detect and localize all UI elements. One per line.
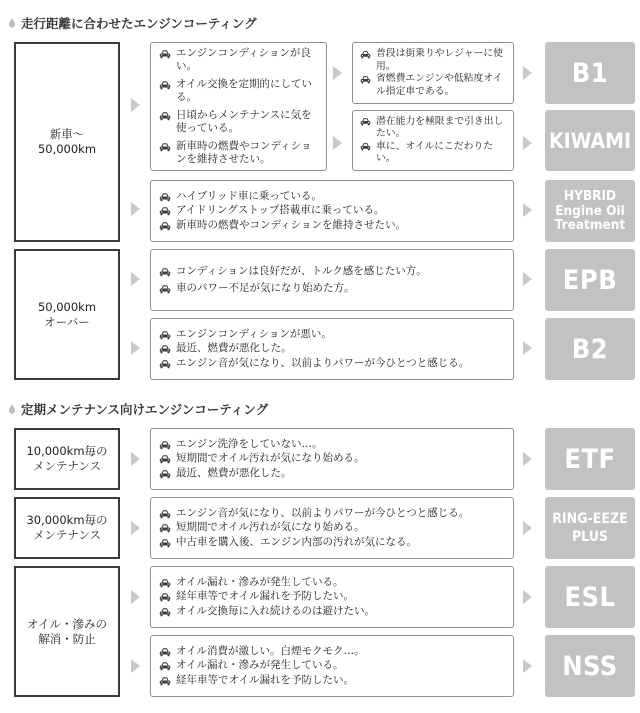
arrow-right-icon: [131, 452, 140, 466]
category-label: 50,000km オーバー: [37, 299, 97, 329]
condition-box: [150, 566, 514, 628]
car-icon: [159, 358, 171, 370]
list-item: オイル交換を定期的にしている。: [159, 78, 318, 105]
list-item: オイル漏れ・滲みが発生している。: [159, 576, 505, 590]
car-icon: [159, 343, 171, 355]
condition-box: [150, 428, 514, 490]
section-heading: [8, 15, 257, 31]
car-icon: [159, 606, 171, 618]
arrow-right-icon: [523, 590, 532, 604]
category-label: 30,000km毎の メンテナンス: [26, 513, 108, 542]
list-item: 短期間でオイル汚れが気になり始める。: [159, 521, 505, 535]
car-icon: [360, 49, 371, 60]
car-icon: [159, 675, 171, 687]
list-item: 車に、オイルにこだわりたい。: [360, 141, 506, 166]
condition-box: [352, 42, 514, 104]
car-icon: [159, 141, 171, 153]
section-heading: [8, 401, 268, 417]
car-icon: [159, 283, 171, 295]
category-label: オイル・滲みの 解消・防止: [27, 616, 107, 646]
product-nss: NSS: [545, 635, 635, 697]
arrow-right-icon: [131, 521, 140, 535]
arrow-right-icon: [523, 136, 532, 150]
category-new-car: [14, 42, 120, 242]
car-icon: [159, 468, 171, 480]
arrow-right-icon: [131, 590, 140, 604]
list-item: 経年車等でオイル漏れを予防したい。: [159, 590, 505, 604]
car-icon: [159, 522, 171, 534]
car-icon: [159, 266, 171, 278]
category-label: 10,000km毎の メンテナンス: [26, 444, 108, 473]
product-hybrid: HYBRID Engine Oil Treatment: [545, 180, 635, 242]
list-item: 省燃費エンジンや低粘度オイル指定車である。: [360, 73, 506, 98]
arrow-right-icon: [131, 98, 140, 112]
section-title: 定期メンテナンス向けエンジンコーティング: [21, 402, 269, 417]
list-item: エンジン洗浄をしていない…。: [159, 438, 505, 452]
list-item: 普段は街乗りやレジャーに使用。: [360, 48, 506, 73]
product-b1: B1: [545, 42, 635, 104]
arrow-right-icon: [523, 66, 532, 80]
list-item: 新車時の燃費やコンディションを維持させたい。: [159, 140, 318, 167]
list-item: 新車時の燃費やコンディションを維持させたい。: [159, 219, 505, 233]
car-icon: [159, 329, 171, 341]
arrow-right-icon: [333, 136, 342, 150]
list-item: 中古車を購入後、エンジン内部の汚れが気になる。: [159, 536, 505, 550]
category-30000km: [14, 497, 120, 559]
list-item: 短期間でオイル汚れが気になり始める。: [159, 452, 505, 466]
arrow-right-icon: [523, 521, 532, 535]
car-icon: [360, 141, 371, 152]
arrow-right-icon: [523, 659, 532, 673]
arrow-right-icon: [523, 272, 532, 286]
arrow-right-icon: [131, 202, 140, 216]
product-epb: EPB: [545, 249, 635, 311]
list-item: アイドリングストップ搭載車に乗っている。: [159, 204, 505, 218]
list-item: 最近、燃費が悪化した。: [159, 342, 505, 356]
condition-box: [150, 497, 514, 559]
list-item: オイル漏れ・滲みが発生している。: [159, 659, 505, 673]
product-etf: ETF: [545, 428, 635, 490]
list-item: エンジン音が気になり、以前よりパワーが今ひとつと感じる。: [159, 507, 505, 521]
car-icon: [159, 191, 171, 203]
condition-box: [352, 110, 514, 171]
condition-box: [150, 180, 514, 242]
category-10000km: [14, 428, 120, 490]
car-icon: [159, 439, 171, 451]
car-icon: [159, 453, 171, 465]
list-item: エンジンコンディションが悪い。: [159, 328, 505, 342]
car-icon: [360, 74, 371, 85]
arrow-right-icon: [523, 452, 532, 466]
list-item: 最近、燃費が悪化した。: [159, 467, 505, 481]
arrow-right-icon: [131, 272, 140, 286]
car-icon: [159, 537, 171, 549]
list-item: オイル交換毎に入れ続けるのは避けたい。: [159, 605, 505, 619]
car-icon: [159, 577, 171, 589]
list-item: 潜在能力を極限まで引き出したい。: [360, 116, 506, 141]
product-ring-eeze-plus: RING-EEZE PLUS: [545, 497, 635, 559]
condition-box: [150, 249, 514, 311]
car-icon: [159, 205, 171, 217]
arrow-right-icon: [131, 659, 140, 673]
arrow-right-icon: [523, 341, 532, 355]
product-kiwami: KIWAMI: [545, 110, 635, 171]
arrow-right-icon: [333, 66, 342, 80]
list-item: 日頃からメンテナンスに気を使っている。: [159, 109, 318, 136]
list-item: ハイブリッド車に乗っている。: [159, 190, 505, 204]
list-item: エンジン音が気になり、以前よりパワーが今ひとつと感じる。: [159, 357, 505, 371]
category-label: 新車～ 50,000km: [37, 127, 97, 156]
section-title: 走行距離に合わせたエンジンコーティング: [21, 16, 257, 31]
car-icon: [159, 508, 171, 520]
list-item: 経年車等でオイル漏れを予防したい。: [159, 674, 505, 688]
arrow-right-icon: [131, 341, 140, 355]
list-item: 車のパワー不足が気になり始めた方。: [159, 282, 505, 296]
car-icon: [159, 591, 171, 603]
product-esl: ESL: [545, 566, 635, 628]
oil-drop-icon: [8, 18, 16, 28]
condition-box: [150, 42, 327, 171]
car-icon: [159, 646, 171, 658]
condition-box: [150, 635, 514, 697]
car-icon: [360, 116, 371, 127]
condition-box: [150, 318, 514, 380]
car-icon: [159, 48, 171, 60]
list-item: エンジンコンディションが良い。: [159, 47, 318, 74]
car-icon: [159, 660, 171, 672]
car-icon: [159, 79, 171, 91]
product-b2: B2: [545, 318, 635, 380]
car-icon: [159, 110, 171, 122]
category-oil-leak: [14, 566, 120, 697]
list-item: オイル消費が激しい。白煙モクモク…。: [159, 645, 505, 659]
arrow-right-icon: [523, 203, 532, 217]
oil-drop-icon: [8, 404, 16, 414]
category-over-50000km: [14, 249, 120, 380]
car-icon: [159, 220, 171, 232]
list-item: コンディションは良好だが、トルク感を感じたい方。: [159, 265, 505, 279]
